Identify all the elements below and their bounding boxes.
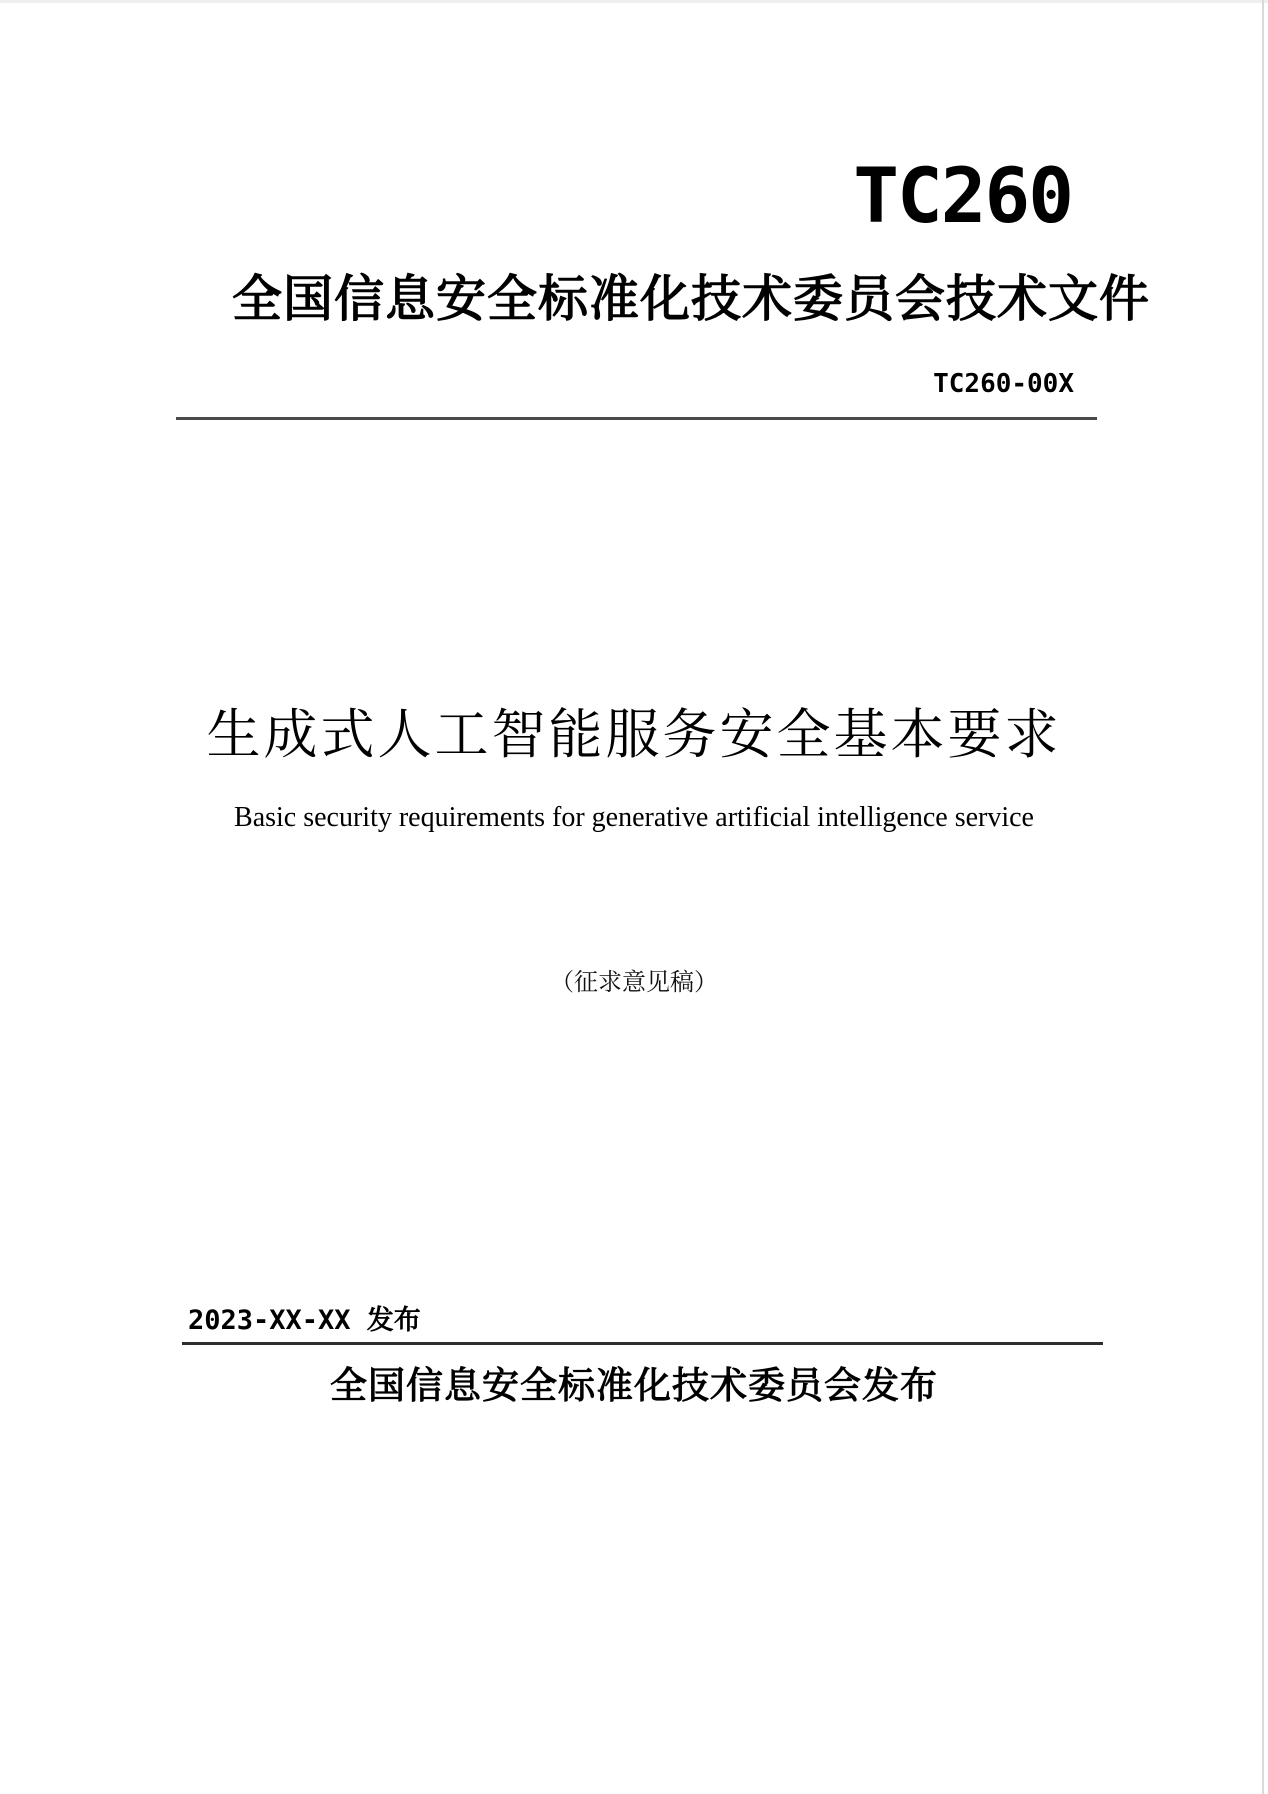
footer-divider (182, 1342, 1103, 1345)
publish-date: 2023-XX-XX 发布 (188, 1305, 421, 1336)
page-top-edge (0, 0, 1268, 3)
publisher-name: 全国信息安全标准化技术委员会发布 (330, 1364, 938, 1407)
standard-title-en: Basic security requirements for generative artificial intelligence service (234, 802, 1034, 833)
document-number: TC260-00X (933, 369, 1074, 399)
committee-code: TC260 (853, 151, 1072, 240)
draft-status-label: （征求意见稿） (550, 968, 718, 996)
committee-document-title: 全国信息安全标准化技术委员会技术文件 (232, 270, 1150, 328)
page-right-edge (1262, 0, 1264, 1794)
standard-title-zh: 生成式人工智能服务安全基本要求 (206, 703, 1062, 766)
header-divider (176, 417, 1097, 420)
